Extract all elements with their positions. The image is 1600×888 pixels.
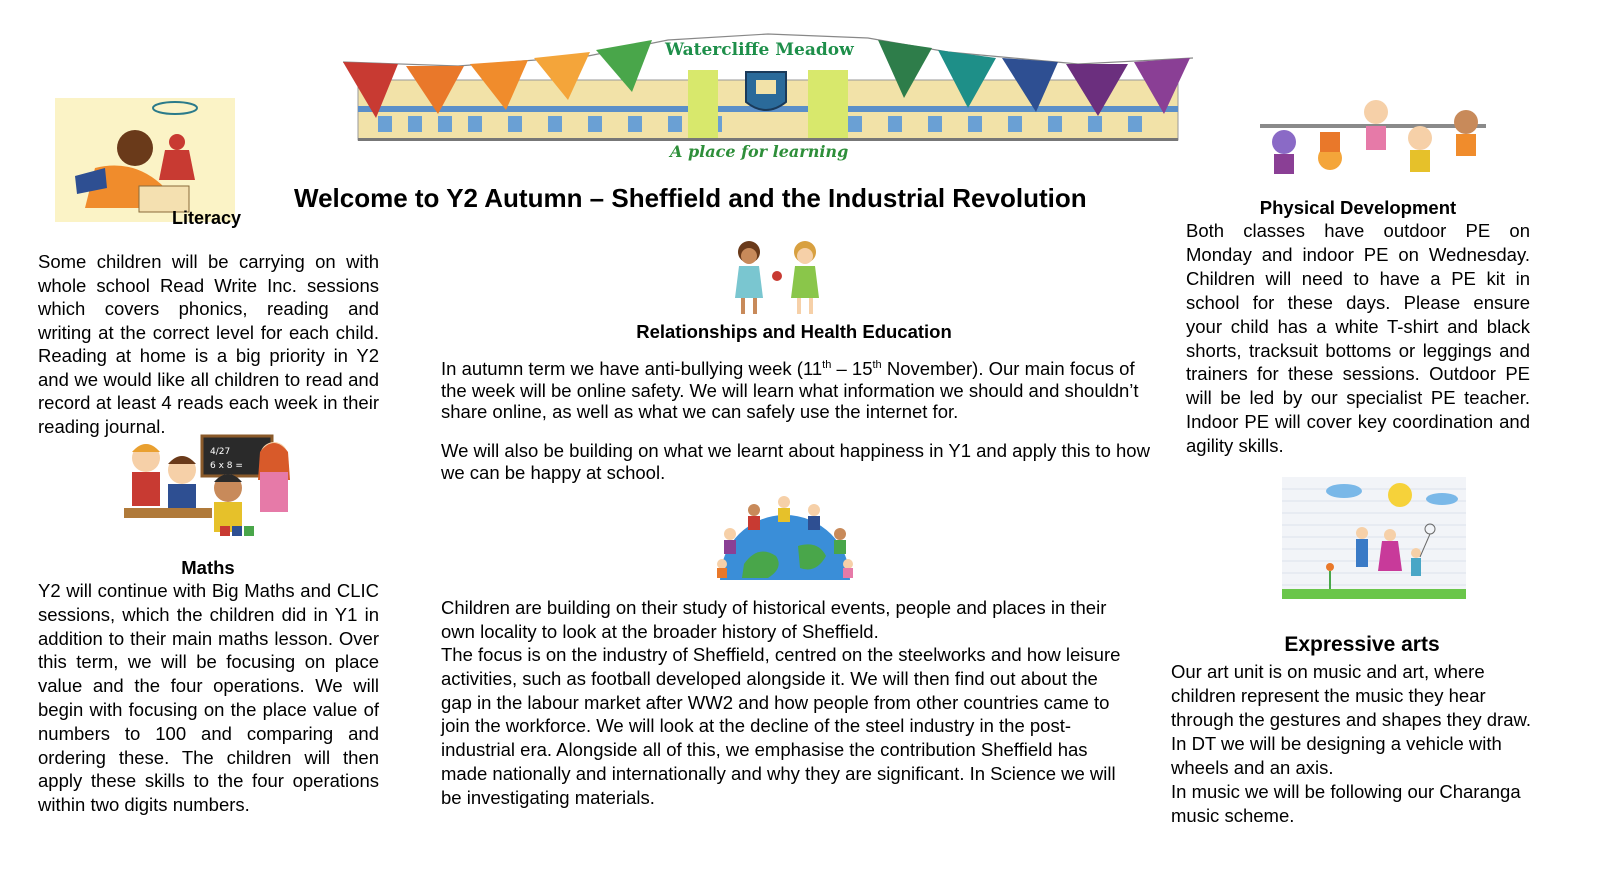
page-title: Welcome to Y2 Autumn – Sheffield and the Industrial Revolution [294,183,1087,213]
rhe-p1-c: November). Our main focus of the week will be online safety. We will learn what information we should and shouldn’t share online, as well as what we can safely use the internet for. [441,358,1139,422]
rhe-paragraph-1 [441,358,1153,423]
children-maths-illustration [124,430,300,546]
svg-text:6 x 8 =: 6 x 8 = [210,461,243,471]
school-motto: A place for learning [670,142,849,161]
school-name: Watercliffe Meadow [665,40,854,60]
children-around-globe-illustration [714,494,856,580]
rhe-p1-b: – 15 [831,358,873,379]
history-paragraph-1: Children are building on their study of historical events, people and places in their own locality to look at the broader history of Sheffield. [441,597,1107,642]
pd-body: Both classes have outdoor PE on Monday and indoor PE on Wednesday. Children will need to have a PE kit in school for these days. Please ensure your child has a white T-shirt and black shorts, tracksuit bottoms or leggings and trainers for these sessions. Outdoor PE will be led by our specialist PE teacher. Indoor PE will cover key coordination and agility skills. [1186,220,1530,457]
rhe-p1-sup2: th [872,358,882,371]
rhe-p1-sup1: th [822,358,832,371]
boy-reading-illustration [55,98,235,222]
maths-body: Y2 will continue with Big Maths and CLIC sessions, which the children did in Y1 in addition to their main maths lesson. Over this term, we will be focusing on place value and the four operations. We will begin with focusing on the place value of numbers to 100 and comparing and ordering these. The children will then apply these skills to the four operations within two digits numbers. [38,580,379,816]
rhe-p1-a: In autumn term we have anti-bullying week (11 [441,358,823,379]
history-paragraph-2: The focus is on the industry of Sheffield, centred on the steelworks and how leisure activities, such as football developed alongside it. We will then find out about the gap in the labour market after WW2 and how people from other countries came to join the workforce. We will look at the decline of the steel industry in the post-industrial era. Alongside all of this, we emphasise the contribution Sheffield has made nationally and internationally and why they are significant. In Science we will be investigating materials. [441,644,1121,808]
pd-heading: Physical Development [1259,197,1457,218]
rhe-paragraph-2: We will also be building on what we learnt about happiness in Y1 and apply this to how we can be happy at school. [441,440,1150,483]
arts-heading: Expressive arts [1284,633,1440,656]
two-girls-illustration [725,238,829,318]
svg-text:4/27: 4/27 [210,447,231,457]
rhe-heading: Relationships and Health Education [636,321,952,342]
literacy-label: Literacy [172,208,242,228]
arts-paragraph-1: Our art unit is on music and art, where children represent the music they hear through the gestures and shapes they draw. In DT we will be designing a vehicle with wheels and an axis. [1171,661,1531,778]
maths-heading: Maths [181,557,235,578]
literacy-body: Some children will be carrying on with whole school Read Write Inc. sessions which covers phonics, reading and writing at the correct level for each child. Reading at home is a big priority in Y2 and we would like all children to read and record at least 4 reads each week in their reading journal. [38,251,379,437]
arts-paragraph-2: In music we will be following our Charanga music scheme. [1171,781,1521,826]
family-drawing-illustration [1282,477,1466,599]
children-hanging-illustration [1260,98,1490,190]
